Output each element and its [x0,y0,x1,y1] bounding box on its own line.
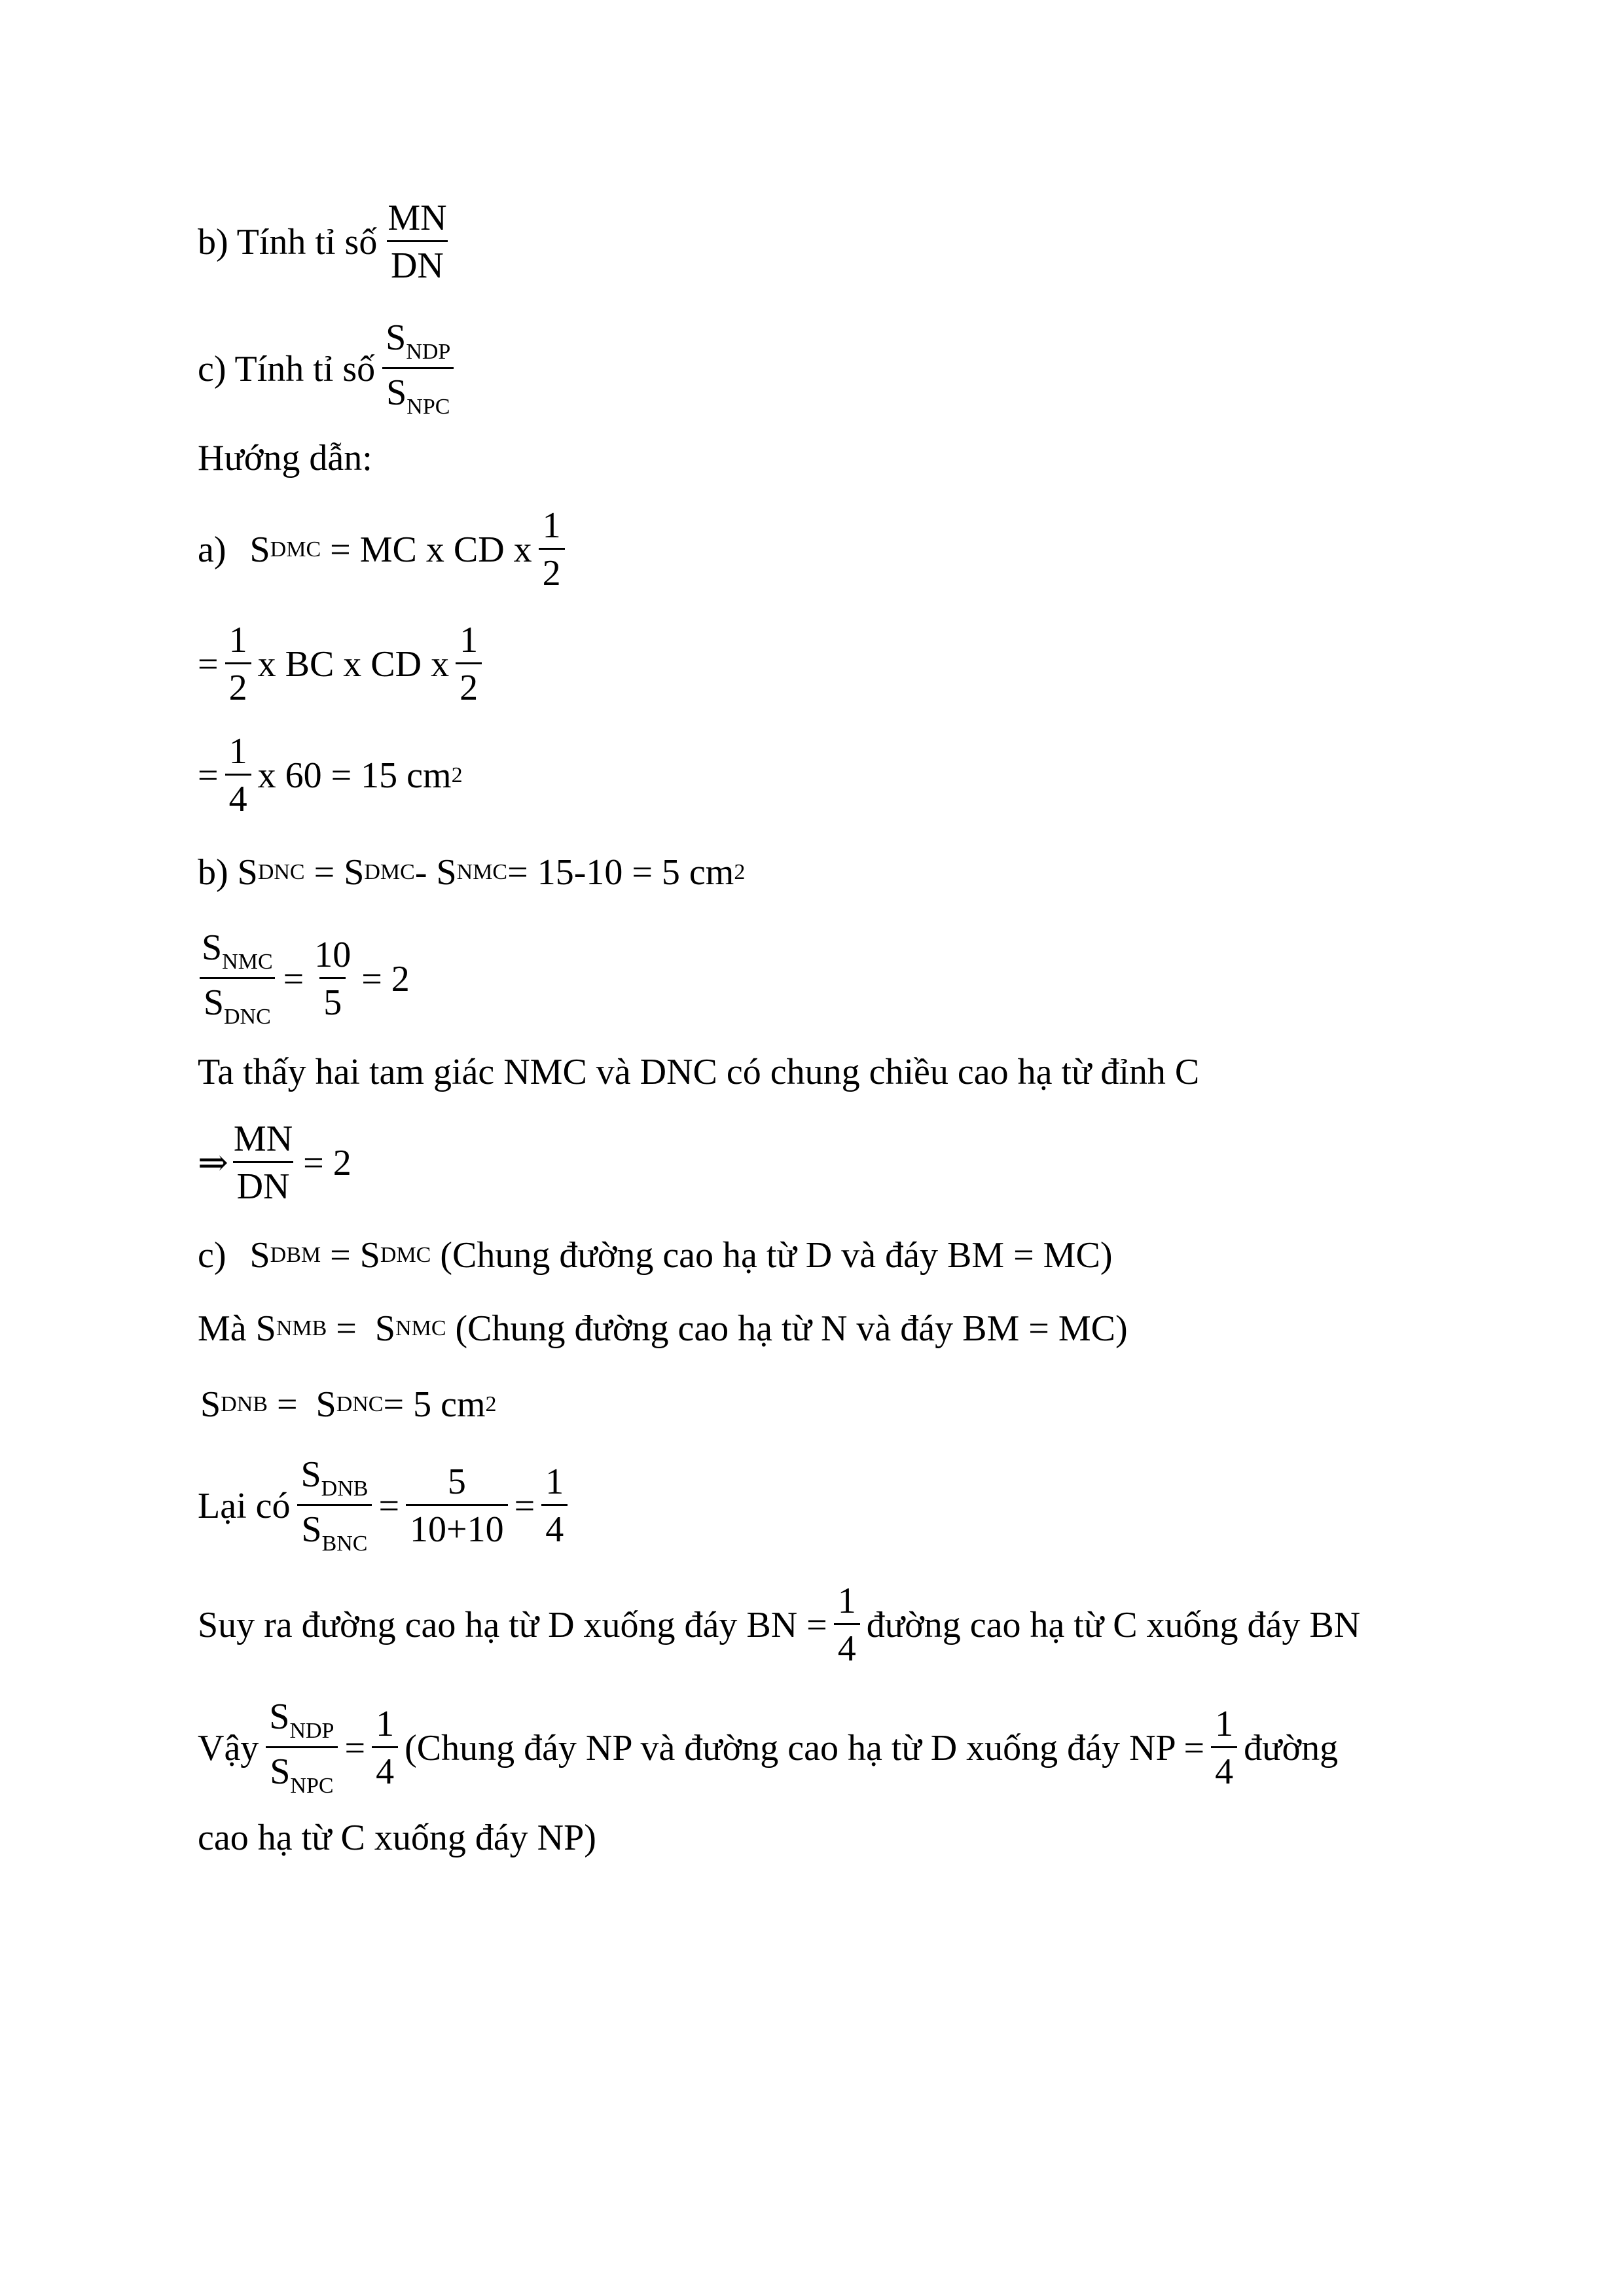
label: b) [198,852,228,893]
fraction-denominator: 2 [456,662,482,706]
fraction-ten-five [310,937,355,1021]
s-symbol: S [269,1696,290,1737]
fraction-sdnb-sbnc [297,1456,372,1555]
answer-c-line-5 [198,1583,1360,1667]
label: a) [198,529,226,570]
fraction-numerator [198,929,277,977]
implies-icon: ⇒ [198,1142,228,1183]
s-symbol: S [249,529,270,570]
fraction-denominator: 4 [541,1504,568,1548]
equals: = [336,1308,357,1349]
minus: - [414,852,427,893]
fraction-five-twenty [406,1463,508,1548]
superscript: 2 [451,762,463,787]
subscript: DNC [223,1005,271,1029]
fraction-numerator [382,319,454,367]
fraction-numerator [297,1456,372,1504]
fraction-quarter [1211,1706,1237,1790]
equals: = [283,958,304,999]
fraction-numerator: MN [233,1119,293,1159]
fraction-denominator [266,1746,337,1797]
subscript: DMC [380,1243,431,1267]
expression: x 60 = 15 cm [257,755,452,796]
answer-a-line-2 [198,622,488,706]
subscript: NMC [222,950,273,974]
answer-c-line-1 [198,1237,1112,1274]
equals: = [514,1485,535,1526]
subscript: DNC [257,860,305,884]
fraction-denominator: 4 [372,1746,398,1790]
s-symbol: S [386,317,406,358]
s-symbol: S [386,372,407,413]
s-symbol: S [203,982,224,1023]
superscript: 2 [485,1392,497,1416]
s-symbol: S [300,1454,321,1495]
answer-a-line-1 [198,507,571,592]
fraction-sndp-snpc [382,319,454,418]
subscript: DBM [270,1243,321,1267]
fraction-numerator: 5 [447,1462,466,1502]
answer-b-line-2 [198,929,410,1028]
expression: = 15-10 = 5 cm [507,852,734,893]
fraction-mn-dn [230,1121,297,1205]
expression: x BC x CD x [257,643,450,685]
subscript: DNC [336,1392,384,1416]
subscript: BNC [321,1532,368,1556]
answer-b-line-4 [198,1121,352,1205]
answer-b-line-3: Ta thấy hai tam giác NMC và DNC có chung chiều cao hạ từ đỉnh C [198,1052,1200,1092]
subscript: NMC [395,1316,446,1340]
fraction-denominator: 4 [225,774,251,817]
text: đường [1244,1727,1339,1768]
answer-c-line-3 [200,1386,497,1423]
fraction-denominator [200,977,275,1028]
s-symbol: S [344,852,365,893]
text: đường cao hạ từ C xuống đáy BN [866,1604,1361,1645]
fraction-snmc-sdnc [198,929,277,1028]
fraction-half [539,507,565,592]
equals: = [344,1727,366,1768]
subscript: NPC [290,1774,334,1798]
fraction-numerator [265,1698,338,1746]
s-symbol: S [436,852,457,893]
s-symbol: S [270,1751,291,1792]
fraction-numerator: 1 [460,620,478,660]
question-b [198,200,458,284]
guide-title: Hướng dẫn: [198,438,372,478]
text: (Chung đáy NP và đường cao hạ từ D xuống đáy NP = [405,1727,1205,1768]
equals: = [330,1235,351,1276]
subscript: NMC [456,860,508,884]
subscript: NDP [406,340,451,364]
s-symbol: S [301,1509,322,1550]
fraction-denominator: 10+10 [406,1504,508,1548]
label: c) [198,1235,226,1276]
fraction-mn-dn [384,200,450,284]
s-symbol: S [359,1235,380,1276]
subscript: DNB [321,1477,369,1501]
fraction-numerator: 1 [228,731,247,772]
equals: = [314,852,335,893]
fraction-numerator: MN [388,198,447,238]
question-c-text: c) Tính tỉ số [198,348,376,389]
answer-c-line-4 [198,1456,574,1555]
fraction-denominator: 2 [225,662,251,706]
question-b-text: b) Tính tỉ số [198,221,378,262]
s-symbol: S [249,1235,270,1276]
s-symbol: S [374,1308,396,1349]
fraction-denominator: DN [387,240,448,284]
question-c [198,319,461,418]
fraction-numerator: 1 [545,1462,564,1502]
fraction-denominator [382,367,454,418]
expression: = 5 cm [383,1384,486,1425]
subscript: NMB [276,1316,327,1340]
answer-c-line-6 [198,1698,1338,1797]
answer-b-line-1 [198,854,745,891]
expression: = MC x CD x [330,529,532,570]
superscript: 2 [734,860,746,884]
fraction-half [456,622,482,706]
fraction-numerator: 1 [228,620,247,660]
subscript: DMC [270,537,321,562]
expression: = 2 [361,958,410,999]
equals: = [276,1384,298,1425]
subscript: NPC [406,395,450,419]
label: Mà [198,1308,247,1349]
text: Suy ra đường cao hạ từ D xuống đáy BN = [198,1604,827,1645]
fraction-quarter [372,1706,398,1790]
s-symbol: S [255,1308,276,1349]
answer-c-line-7: cao hạ từ C xuống đáy NP) [198,1818,596,1858]
fraction-numerator: 1 [376,1704,395,1744]
fraction-denominator: DN [233,1161,294,1205]
label: Vậy [198,1727,259,1768]
s-symbol: S [200,1384,221,1425]
fraction-quarter [834,1583,860,1667]
fraction-quarter [225,733,251,817]
fraction-denominator: 2 [539,548,565,592]
fraction-half [225,622,251,706]
fraction-sndp-snpc [265,1698,338,1797]
note: (Chung đường cao hạ từ D và đáy BM = MC) [440,1235,1113,1276]
answer-c-line-2 [198,1310,1128,1347]
subscript: DNB [221,1392,268,1416]
fraction-numerator: 10 [314,935,352,975]
subscript: NDP [289,1719,334,1743]
s-symbol: S [237,852,258,893]
equals: = [198,643,219,685]
expression: = 2 [303,1142,352,1183]
fraction-denominator: 5 [319,977,346,1021]
note: (Chung đường cao hạ từ N và đáy BM = MC) [455,1308,1128,1349]
fraction-denominator [297,1504,371,1555]
subscript: DMC [364,860,415,884]
fraction-numerator: 1 [542,505,561,546]
s-symbol: S [202,927,223,968]
answer-a-line-3 [198,733,463,817]
s-symbol: S [316,1384,336,1425]
fraction-denominator: 4 [1211,1746,1237,1790]
fraction-quarter [541,1463,568,1548]
fraction-denominator: 4 [834,1623,860,1667]
equals: = [198,755,219,796]
equals: = [378,1485,400,1526]
fraction-numerator: 1 [837,1581,856,1621]
fraction-numerator: 1 [1215,1704,1234,1744]
label: Lại có [198,1485,291,1526]
